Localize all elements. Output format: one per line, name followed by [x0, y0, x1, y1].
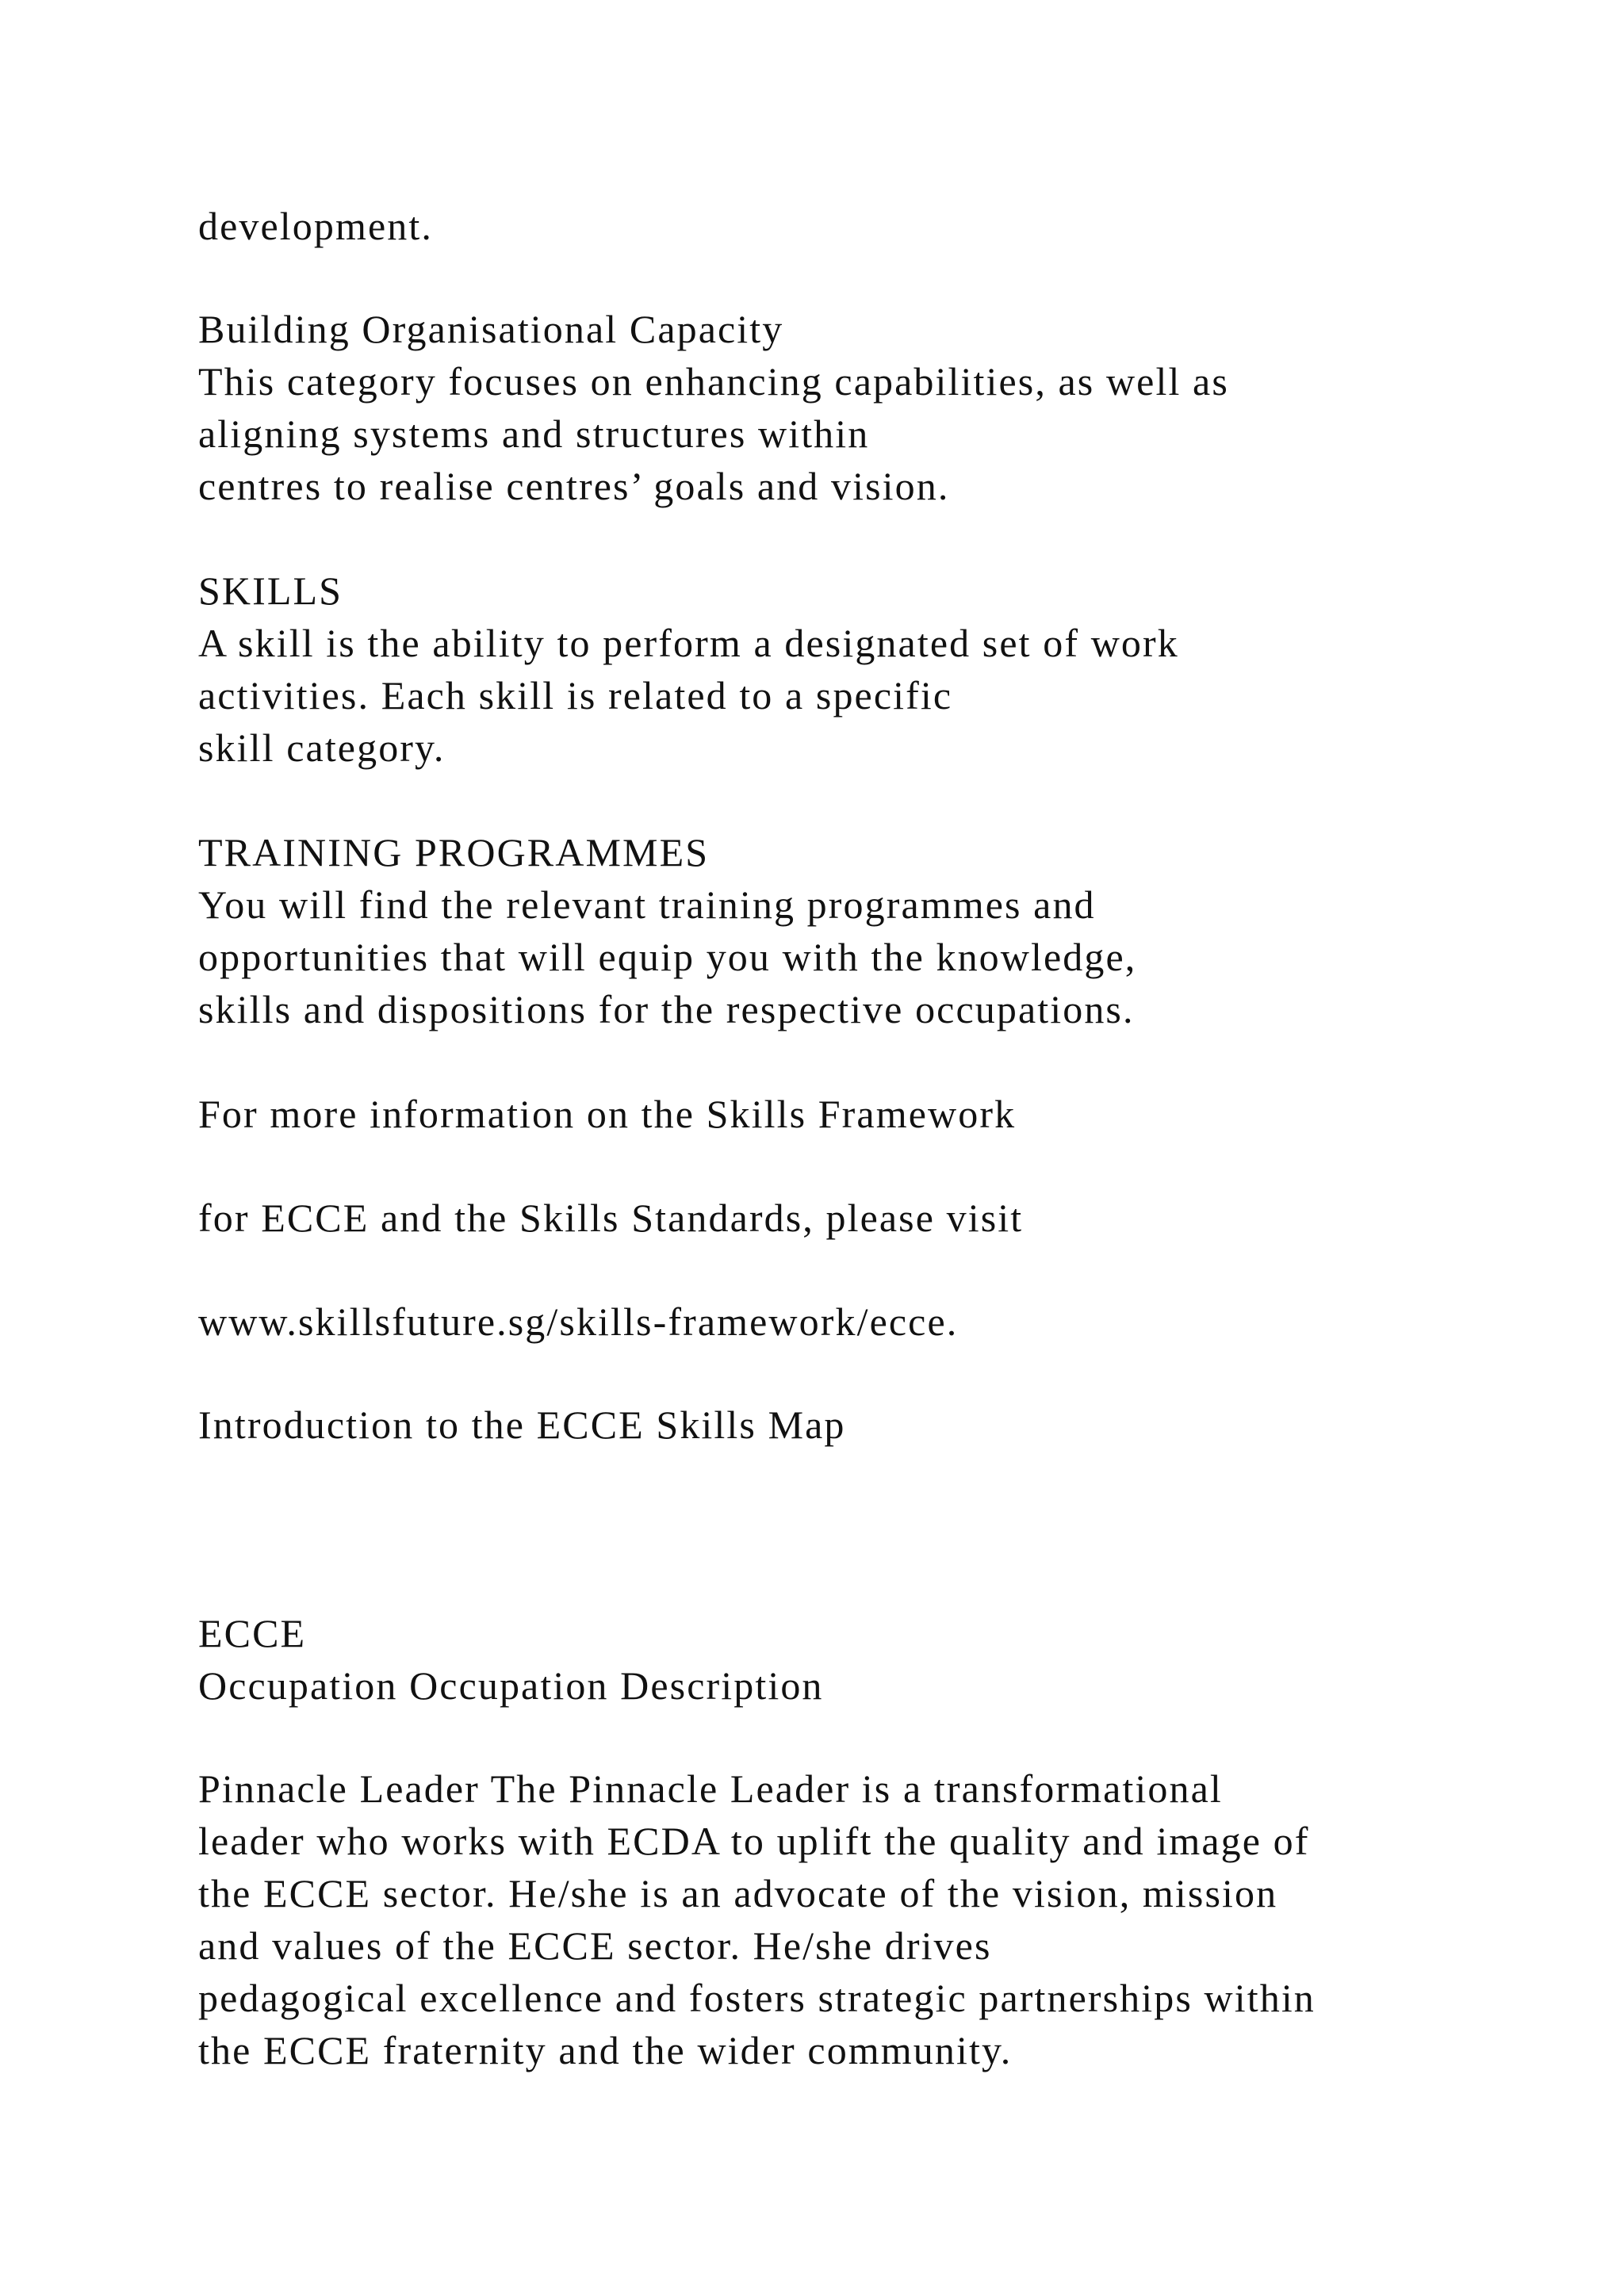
- more-info-line-1: [198, 1088, 1016, 1140]
- paragraph-line: A skill is the ability to perform a designated set of work: [198, 621, 1179, 665]
- table-column-headers: Occupation Occupation Description: [198, 1663, 824, 1708]
- paragraph-line: the ECCE sector. He/she is an advocate of the vision, mission: [198, 1871, 1278, 1915]
- paragraph-line: pedagogical excellence and fosters strategic partnerships within: [198, 1976, 1316, 2020]
- table-title: ECCE: [198, 1611, 307, 1655]
- ecce-table-header: [198, 1607, 824, 1712]
- more-info-line-2: [198, 1192, 1023, 1244]
- skills-framework-url: [198, 1295, 958, 1348]
- intro-skills-map: [198, 1399, 846, 1451]
- intro-tail-paragraph: [198, 200, 433, 252]
- paragraph-line: aligning systems and structures within: [198, 411, 870, 456]
- section-heading: Introduction to the ECCE Skills Map: [198, 1402, 846, 1447]
- paragraph-line: opportunities that will equip you with the knowledge,: [198, 935, 1137, 979]
- paragraph-line: for ECCE and the Skills Standards, please visit: [198, 1196, 1024, 1240]
- paragraph-line: the ECCE fraternity and the wider community.: [198, 2028, 1013, 2072]
- paragraph-line: skills and dispositions for the respective occupations.: [198, 987, 1135, 1031]
- paragraph-line: activities. Each skill is related to a specific: [198, 673, 953, 718]
- paragraph-line: You will find the relevant training programmes and: [198, 882, 1096, 927]
- paragraph-line: For more information on the Skills Framework: [198, 1092, 1017, 1136]
- paragraph-line: This category focuses on enhancing capabilities, as well as: [198, 359, 1229, 404]
- paragraph-line: and values of the ECCE sector. He/she drives: [198, 1923, 992, 1968]
- paragraph-line: Pinnacle Leader The Pinnacle Leader is a transformational: [198, 1766, 1223, 1811]
- training-section: [198, 826, 1136, 1035]
- pinnacle-leader-row: [198, 1762, 1316, 2076]
- paragraph-line: skill category.: [198, 725, 446, 770]
- paragraph-line: leader who works with ECDA to uplift the quality and image of: [198, 1819, 1310, 1863]
- building-capacity-section: [198, 303, 1229, 512]
- paragraph-line: centres to realise centres’ goals and vision.: [198, 464, 950, 508]
- section-heading: TRAINING PROGRAMMES: [198, 830, 710, 874]
- skills-section: [198, 564, 1179, 774]
- url-text: www.skillsfuture.sg/skills-framework/ecce.: [198, 1299, 959, 1344]
- section-heading: Building Organisational Capacity: [198, 307, 784, 351]
- paragraph-line: development.: [198, 204, 433, 248]
- section-heading: SKILLS: [198, 568, 343, 613]
